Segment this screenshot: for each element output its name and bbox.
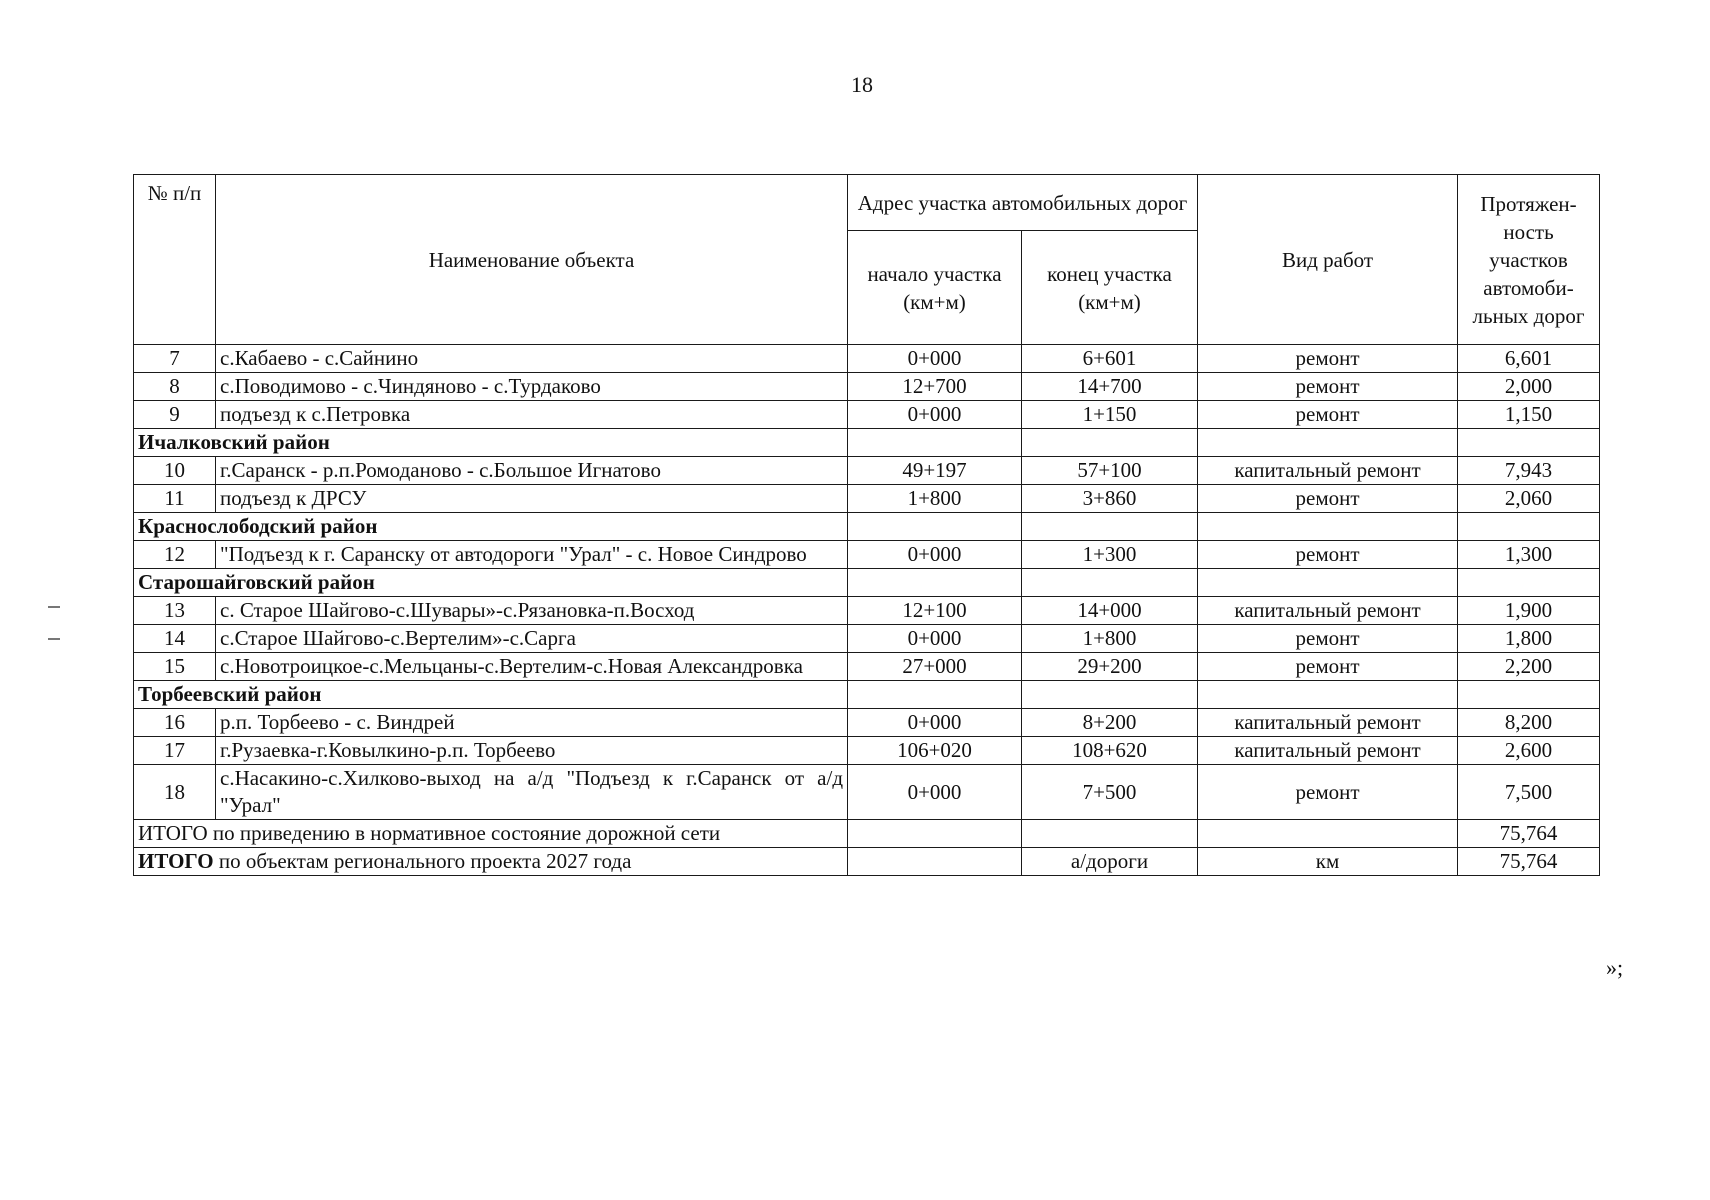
row-no: 10: [134, 457, 216, 485]
row-name: подъезд к с.Петровка: [216, 401, 848, 429]
row-work: ремонт: [1198, 401, 1458, 429]
total-regional-label-rest: по объектам регионального проекта 2027 года: [213, 849, 632, 873]
row-start: 106+020: [848, 737, 1022, 765]
total-regional-work: км: [1198, 848, 1458, 876]
total-regional-end: а/дороги: [1022, 848, 1198, 876]
row-no: 18: [134, 765, 216, 820]
row-name: г.Саранск - р.п.Ромоданово - с.Большое Игнатово: [216, 457, 848, 485]
table-row: [134, 709, 1600, 737]
row-no: 12: [134, 541, 216, 569]
scan-mark: [48, 606, 60, 608]
district-row: [134, 681, 1600, 709]
row-start: 12+700: [848, 373, 1022, 401]
row-end: 14+700: [1022, 373, 1198, 401]
row-start: 0+000: [848, 345, 1022, 373]
row-work: ремонт: [1198, 653, 1458, 681]
page-number: 18: [851, 72, 873, 97]
row-length: 7,943: [1458, 457, 1600, 485]
row-end: 29+200: [1022, 653, 1198, 681]
row-no: 16: [134, 709, 216, 737]
header-address: Адрес участка автомобильных дорог: [848, 175, 1198, 231]
row-work: ремонт: [1198, 625, 1458, 653]
row-start: 0+000: [848, 765, 1022, 820]
total-regional-label: [134, 848, 848, 876]
row-end: 6+601: [1022, 345, 1198, 373]
row-start: 27+000: [848, 653, 1022, 681]
row-name: р.п. Торбеево - с. Виндрей: [216, 709, 848, 737]
row-no: 15: [134, 653, 216, 681]
header-length: Протяжен-ность участков автомоби-льных дорог: [1458, 175, 1600, 345]
row-length: 1,300: [1458, 541, 1600, 569]
table-row: [134, 625, 1600, 653]
row-name: подъезд к ДРСУ: [216, 485, 848, 513]
row-no: 13: [134, 597, 216, 625]
row-end: 7+500: [1022, 765, 1198, 820]
row-length: 1,900: [1458, 597, 1600, 625]
row-work: ремонт: [1198, 485, 1458, 513]
row-name: г.Рузаевка-г.Ковылкино-р.п. Торбеево: [216, 737, 848, 765]
row-no: 11: [134, 485, 216, 513]
row-length: 2,060: [1458, 485, 1600, 513]
row-work: капитальный ремонт: [1198, 737, 1458, 765]
row-end: 3+860: [1022, 485, 1198, 513]
table-row: [134, 401, 1600, 429]
total-regional-label-bold: ИТОГО: [138, 849, 214, 873]
closing-quote-mark: »;: [1606, 955, 1624, 980]
header-work: Вид работ: [1198, 175, 1458, 345]
row-start: 12+100: [848, 597, 1022, 625]
table-row: [134, 597, 1600, 625]
row-work: капитальный ремонт: [1198, 709, 1458, 737]
row-start: 0+000: [848, 709, 1022, 737]
row-no: 8: [134, 373, 216, 401]
header-end: конец участка (км+м): [1022, 231, 1198, 345]
row-length: 2,000: [1458, 373, 1600, 401]
row-start: 0+000: [848, 541, 1022, 569]
row-length: 1,800: [1458, 625, 1600, 653]
district-name: Краснослободский район: [134, 513, 848, 541]
district-name: Ичалковский район: [134, 429, 848, 457]
total-normative-length: 75,764: [1458, 820, 1600, 848]
district-name: Старошайговский район: [134, 569, 848, 597]
row-start: 49+197: [848, 457, 1022, 485]
row-no: 17: [134, 737, 216, 765]
district-row: [134, 569, 1600, 597]
row-work: ремонт: [1198, 373, 1458, 401]
table-row: [134, 345, 1600, 373]
row-end: 1+150: [1022, 401, 1198, 429]
row-work: ремонт: [1198, 541, 1458, 569]
district-name: Торбеевский район: [134, 681, 848, 709]
row-end: 1+300: [1022, 541, 1198, 569]
row-start: 0+000: [848, 625, 1022, 653]
header-start: начало участка (км+м): [848, 231, 1022, 345]
row-end: 8+200: [1022, 709, 1198, 737]
total-regional-row: [134, 848, 1600, 876]
total-regional-length: 75,764: [1458, 848, 1600, 876]
scan-mark: [48, 638, 60, 640]
row-length: 7,500: [1458, 765, 1600, 820]
total-normative-row: [134, 820, 1600, 848]
table-row: [134, 737, 1600, 765]
row-start: 0+000: [848, 401, 1022, 429]
table-row: [134, 485, 1600, 513]
row-length: 2,200: [1458, 653, 1600, 681]
row-work: ремонт: [1198, 345, 1458, 373]
row-end: 57+100: [1022, 457, 1198, 485]
table-row: [134, 457, 1600, 485]
district-row: [134, 429, 1600, 457]
header-no: № п/п: [134, 175, 216, 345]
row-work: ремонт: [1198, 765, 1458, 820]
district-row: [134, 513, 1600, 541]
table-row: [134, 765, 1600, 820]
table-row: [134, 653, 1600, 681]
header-name: Наименование объекта: [216, 175, 848, 345]
total-normative-label: ИТОГО по приведению в нормативное состояние дорожной сети: [134, 820, 848, 848]
row-name: "Подъезд к г. Саранску от автодороги "Урал" - с. Новое Синдрово: [216, 541, 848, 569]
row-end: 14+000: [1022, 597, 1198, 625]
row-name: с.Поводимово - с.Чиндяново - с.Турдаково: [216, 373, 848, 401]
row-work: капитальный ремонт: [1198, 457, 1458, 485]
table-row: [134, 373, 1600, 401]
row-name: с.Кабаево - с.Сайнино: [216, 345, 848, 373]
table-row: [134, 541, 1600, 569]
row-name: с.Старое Шайгово-с.Вертелим»-с.Сарга: [216, 625, 848, 653]
row-no: 14: [134, 625, 216, 653]
row-length: 2,600: [1458, 737, 1600, 765]
row-length: 8,200: [1458, 709, 1600, 737]
row-end: 108+620: [1022, 737, 1198, 765]
row-start: 1+800: [848, 485, 1022, 513]
row-no: 7: [134, 345, 216, 373]
row-name: с.Насакино-с.Хилково-выход на а/д "Подъезд к г.Саранск от а/д "Урал": [216, 765, 848, 820]
row-length: 6,601: [1458, 345, 1600, 373]
road-works-table: [133, 174, 1600, 876]
row-name: с.Новотроицкое-с.Мельцаны-с.Вертелим-с.Новая Александровка: [216, 653, 848, 681]
row-length: 1,150: [1458, 401, 1600, 429]
row-no: 9: [134, 401, 216, 429]
row-end: 1+800: [1022, 625, 1198, 653]
row-work: капитальный ремонт: [1198, 597, 1458, 625]
row-name: с. Старое Шайгово-с.Шувары»-с.Рязановка-п.Восход: [216, 597, 848, 625]
